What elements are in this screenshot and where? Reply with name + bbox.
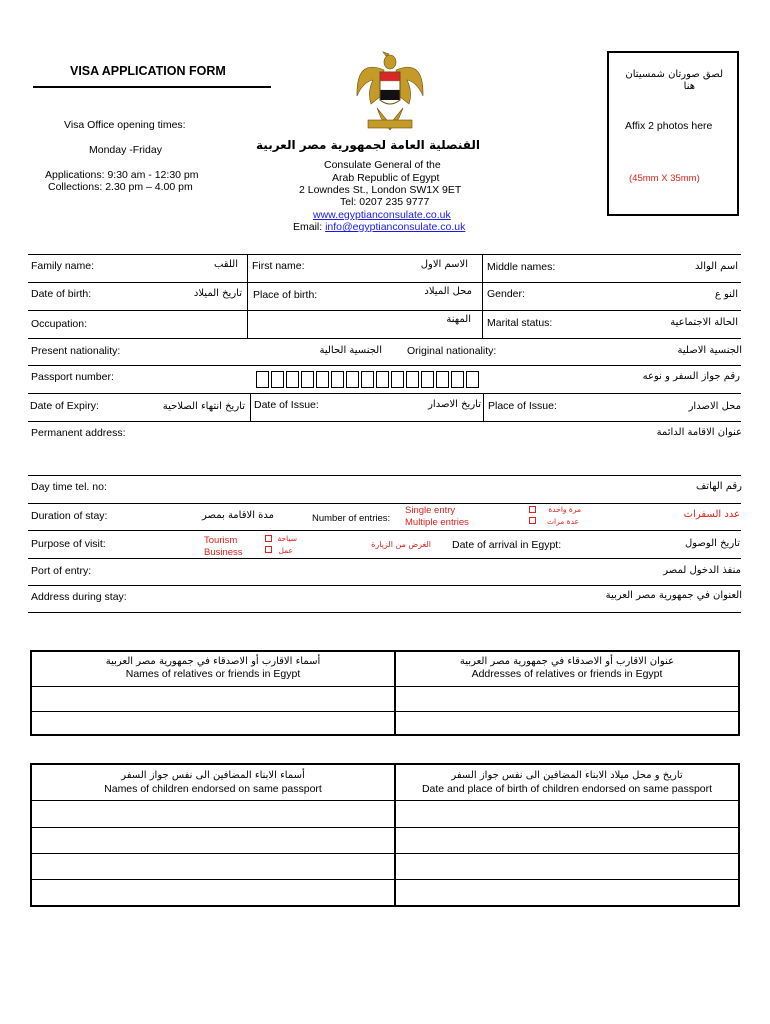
- passport-ar: رقم جواز السفر و نوعه: [642, 371, 740, 382]
- child-dob-cell-3[interactable]: [398, 855, 736, 878]
- relatives-address-cell-2[interactable]: [398, 713, 736, 733]
- expiry-ar: تاريخ انتهاء الصلاحية: [162, 401, 245, 412]
- child-dob-cell-4[interactable]: [398, 881, 736, 905]
- photo-ar-line2: هنا: [683, 81, 695, 92]
- first-name-ar: الاسم الاول: [420, 259, 468, 270]
- passport-digit-box[interactable]: [421, 371, 434, 388]
- port-label: Port of entry:: [31, 565, 92, 577]
- business-checkbox[interactable]: [265, 546, 272, 553]
- single-entry-checkbox[interactable]: [529, 506, 536, 513]
- duration-ar: مدة الاقامة بمصر: [202, 510, 274, 521]
- gender-label: Gender:: [487, 288, 525, 300]
- pob-label: Place of birth:: [253, 289, 318, 301]
- office-hours-label: Visa Office opening times:: [64, 119, 186, 131]
- purpose-label: Purpose of visit:: [31, 538, 106, 550]
- collections-hours: Collections: 2.30 pm – 4.00 pm: [48, 181, 193, 193]
- eagle-emblem-icon: [353, 48, 427, 134]
- business-label: Business: [204, 547, 243, 558]
- arrival-label: Date of arrival in Egypt:: [452, 539, 562, 551]
- tel-label: Day time tel. no:: [31, 481, 107, 493]
- purpose-ar: الغرض من الزيارة: [371, 540, 431, 549]
- photo-size: (45mm X 35mm): [629, 173, 700, 184]
- original-nationality-ar: الجنسية الاصلية: [677, 345, 742, 356]
- issue-place-label: Place of Issue:: [488, 400, 557, 412]
- office-days: Monday -Friday: [89, 144, 162, 156]
- child-dob-cell-2[interactable]: [398, 829, 736, 852]
- photo-box[interactable]: [607, 51, 739, 216]
- title-underline: [33, 86, 271, 88]
- multiple-entries-label: Multiple entries: [405, 517, 469, 528]
- passport-digit-box[interactable]: [451, 371, 464, 388]
- gender-ar: النو ع: [714, 289, 738, 300]
- passport-digit-box[interactable]: [406, 371, 419, 388]
- relatives-names-header-ar: أسماء الاقارب أو الاصدقاء في جمهورية مصر العربية: [105, 656, 321, 667]
- occupation-label: Occupation:: [31, 318, 88, 330]
- entries-ar: عدد السفرات: [683, 509, 740, 520]
- email-link[interactable]: info@egyptianconsulate.co.uk: [325, 221, 466, 233]
- issue-place-ar: محل الاصدار: [688, 401, 741, 412]
- passport-digit-box[interactable]: [271, 371, 284, 388]
- marital-label: Marital status:: [487, 317, 553, 329]
- permanent-address-ar: عنوان الاقامة الدائمة: [656, 427, 742, 438]
- children-names-header: Names of children endorsed on same passport: [104, 783, 322, 795]
- child-name-cell-2[interactable]: [34, 829, 392, 852]
- port-ar: منفذ الدخول لمصر: [663, 565, 741, 576]
- relatives-name-cell-2[interactable]: [34, 713, 392, 733]
- photo-ar-line1: لصق صورتان شمسيتان: [625, 69, 723, 80]
- applications-hours: Applications: 9:30 am - 12:30 pm: [45, 169, 199, 181]
- tourism-ar: سياحة: [277, 534, 297, 543]
- family-name-label: Family name:: [31, 260, 95, 272]
- address-stay-label: Address during stay:: [31, 591, 127, 603]
- children-dob-header: Date and place of birth of children endorsed on same passport: [421, 783, 713, 795]
- child-dob-cell-1[interactable]: [398, 802, 736, 826]
- email-label: Email:: [293, 221, 326, 233]
- duration-label: Duration of stay:: [31, 510, 108, 522]
- website-link[interactable]: www.egyptianconsulate.co.uk: [313, 209, 451, 221]
- relatives-addresses-header: Addresses of relatives or friends in Egypt: [471, 668, 663, 680]
- tel-ar: رقم الهاتف: [695, 481, 742, 492]
- passport-digit-box[interactable]: [346, 371, 359, 388]
- original-nationality-label: Original nationality:: [407, 345, 497, 357]
- passport-digit-box[interactable]: [391, 371, 404, 388]
- passport-digit-box[interactable]: [466, 371, 479, 388]
- consulate-address: 2 Lowndes St., London SW1X 9ET: [299, 184, 462, 196]
- tourism-label: Tourism: [204, 535, 238, 546]
- passport-digit-box[interactable]: [331, 371, 344, 388]
- relatives-names-header: Names of relatives or friends in Egypt: [125, 668, 301, 680]
- passport-label: Passport number:: [31, 371, 114, 383]
- relatives-addresses-header-ar: عنوان الاقارب أو الاصدقاء في جمهورية مصر العربية: [459, 656, 675, 667]
- arrival-ar: تاريخ الوصول: [685, 538, 740, 549]
- dob-ar: تاريخ الميلاد: [193, 288, 242, 299]
- consulate-arabic: القنصلية العامة لجمهورية مصر العربية: [256, 138, 480, 152]
- children-names-header-ar: أسماء الابناء المضافين الى نفس جواز السفر: [121, 770, 305, 781]
- present-nationality-ar: الجنسية الحالية: [319, 345, 382, 356]
- first-name-label: First name:: [252, 260, 305, 272]
- passport-digit-box[interactable]: [316, 371, 329, 388]
- issue-date-ar: تاريخ الاصدار: [428, 399, 481, 410]
- address-stay-ar: العنوان في جمهورية مصر العربية: [605, 590, 742, 601]
- multiple-entries-ar: عدة مرات: [546, 517, 579, 526]
- entries-label: Number of entries:: [312, 513, 391, 524]
- child-name-cell-4[interactable]: [34, 881, 392, 905]
- present-nationality-label: Present nationality:: [31, 345, 121, 357]
- middle-names-ar: اسم الوالد: [694, 261, 738, 272]
- relatives-table: [30, 650, 740, 736]
- consulate-en-line2: Arab Republic of Egypt: [332, 172, 440, 184]
- expiry-label: Date of Expiry:: [30, 400, 99, 412]
- passport-digit-box[interactable]: [256, 371, 269, 388]
- multiple-entries-checkbox[interactable]: [529, 517, 536, 524]
- passport-digit-box[interactable]: [301, 371, 314, 388]
- passport-digit-box[interactable]: [376, 371, 389, 388]
- child-name-cell-3[interactable]: [34, 855, 392, 878]
- pob-ar: محل الميلاد: [424, 286, 472, 297]
- family-name-ar: اللقب: [213, 259, 238, 270]
- form-title: VISA APPLICATION FORM: [70, 64, 226, 78]
- consulate-en-line1: Consulate General of the: [324, 159, 441, 171]
- single-entry-ar: مرة واحدة: [548, 505, 581, 514]
- passport-digit-box[interactable]: [361, 371, 374, 388]
- relatives-address-cell-1[interactable]: [398, 688, 736, 710]
- children-table: [30, 763, 740, 907]
- issue-date-label: Date of Issue:: [254, 399, 319, 411]
- single-entry-label: Single entry: [405, 505, 456, 516]
- child-name-cell-1[interactable]: [34, 802, 392, 826]
- passport-digit-box[interactable]: [436, 371, 449, 388]
- consulate-tel: Tel: 0207 235 9777: [340, 196, 430, 208]
- passport-digit-box[interactable]: [286, 371, 299, 388]
- email-line: [293, 221, 465, 233]
- photo-instruction: Affix 2 photos here: [625, 120, 713, 132]
- children-dob-header-ar: تاريخ و محل ميلاد الابناء المضافين الى نفس جواز السفر: [451, 770, 683, 781]
- business-ar: عمل: [278, 546, 293, 555]
- occupation-ar: المهنة: [446, 314, 471, 325]
- permanent-address-label: Permanent address:: [31, 427, 126, 439]
- tourism-checkbox[interactable]: [265, 535, 272, 542]
- middle-names-label: Middle names:: [487, 261, 556, 273]
- marital-ar: الحالة الاجتماعية: [670, 317, 738, 328]
- dob-label: Date of birth:: [31, 288, 92, 300]
- relatives-name-cell-1[interactable]: [34, 688, 392, 710]
